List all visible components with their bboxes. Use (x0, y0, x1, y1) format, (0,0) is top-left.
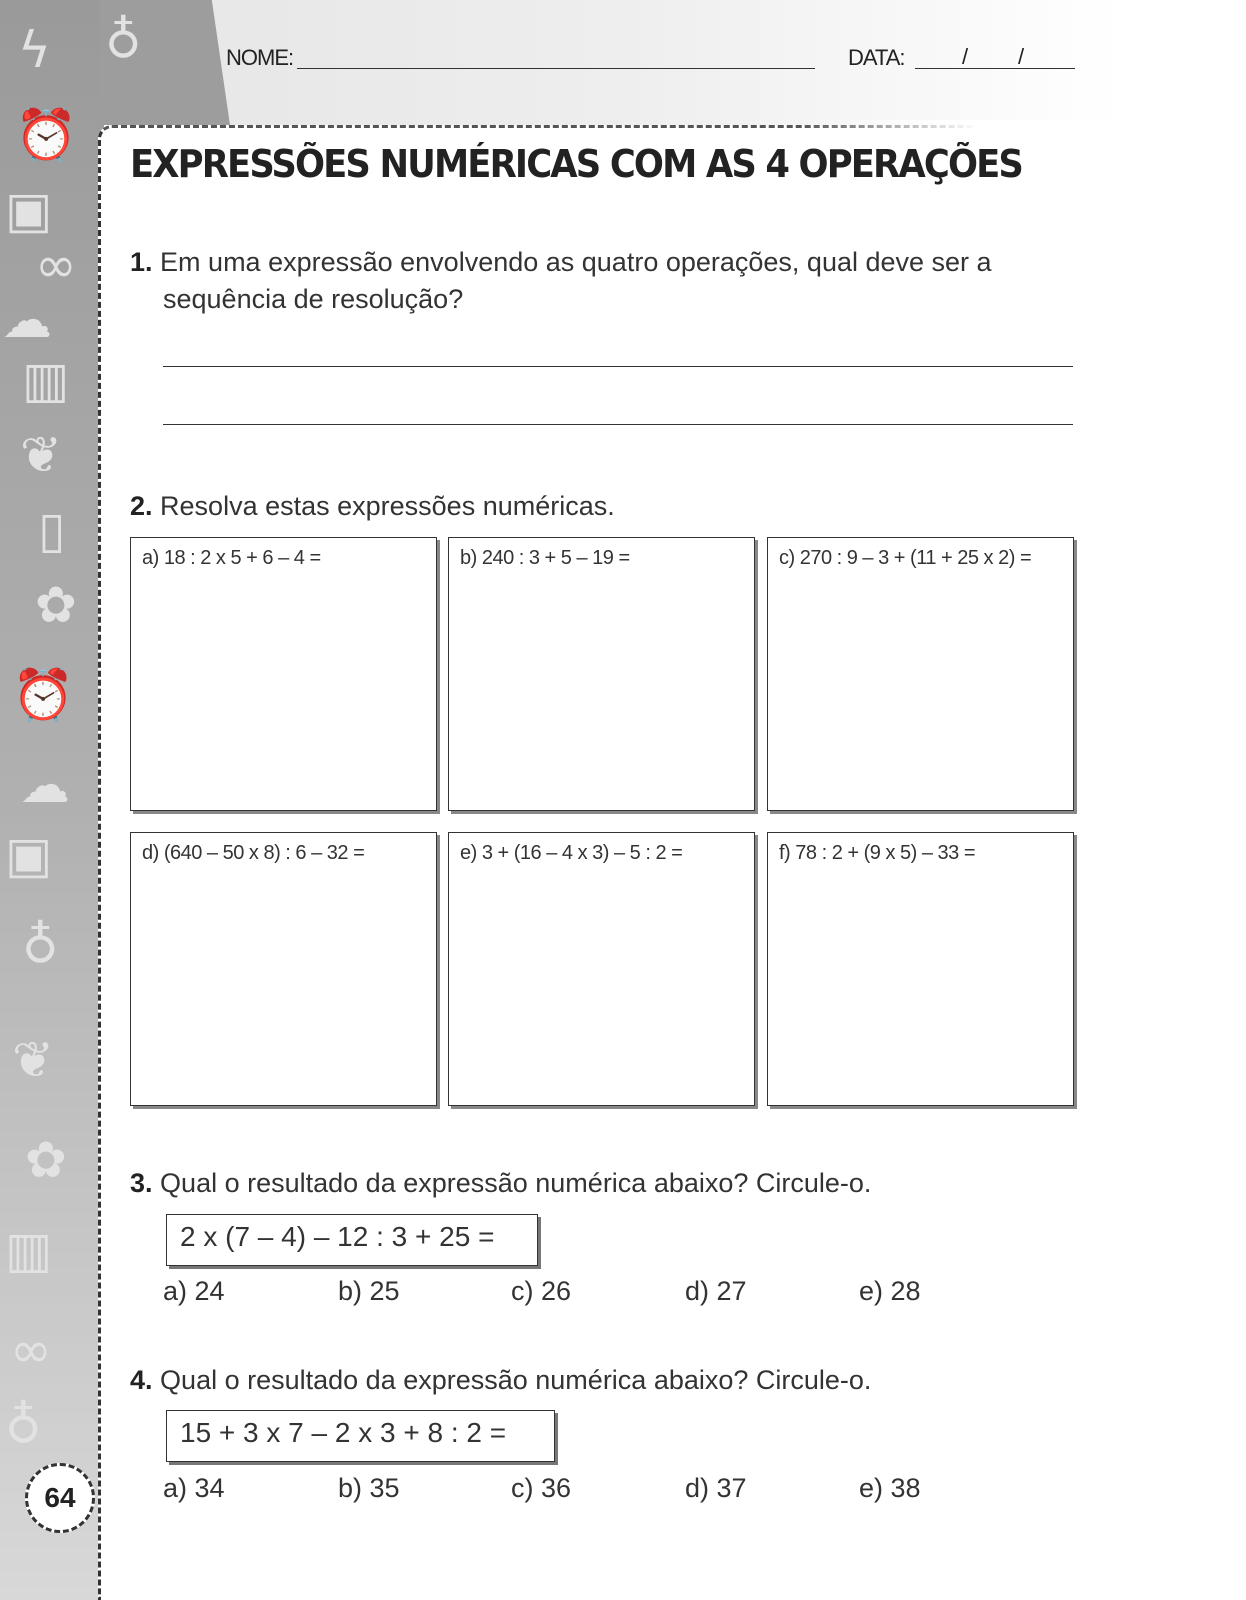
building-icon: ▥ (22, 351, 70, 409)
option-c[interactable]: c) 36 (511, 1473, 572, 1503)
option-d[interactable]: d) 37 (685, 1473, 747, 1503)
option-c[interactable]: c) 26 (511, 1276, 572, 1306)
cloud-icon: ☁ (2, 291, 52, 349)
option-e[interactable]: e) 28 (859, 1276, 921, 1306)
option-a[interactable]: a) 24 (163, 1276, 225, 1306)
work-box-c[interactable] (767, 537, 1074, 811)
fish-icon: ✿ (35, 576, 77, 634)
glasses-icon: ∞ (10, 1321, 52, 1379)
work-box-d[interactable] (130, 832, 437, 1106)
apple-icon: ♁ (5, 1396, 42, 1454)
cloud-icon: ☁ (20, 756, 70, 814)
question-3 (130, 1165, 871, 1202)
question-number: 2. (130, 491, 153, 521)
answer-line[interactable] (163, 366, 1073, 367)
question-1 (130, 244, 992, 281)
question-2 (130, 488, 615, 525)
question-number: 3. (130, 1168, 153, 1198)
option-b[interactable]: b) 35 (338, 1473, 400, 1503)
date-label: DATA: (848, 45, 905, 70)
work-box-e[interactable] (448, 832, 755, 1106)
car-icon: ▣ (5, 181, 53, 239)
glasses-icon: ∞ (35, 236, 77, 294)
expression-label: f) 78 : 2 + (9 x 5) – 33 = (779, 842, 976, 864)
car-icon: ▣ (5, 826, 53, 884)
expression-label: e) 3 + (16 – 4 x 3) – 5 : 2 = (460, 842, 683, 864)
expression-label: b) 240 : 3 + 5 – 19 = (460, 547, 630, 569)
option-b[interactable]: b) 25 (338, 1276, 400, 1306)
work-box-a[interactable] (130, 537, 437, 811)
expression-label: d) (640 – 50 x 8) : 6 – 32 = (142, 842, 365, 864)
question-text-cont: sequência de resolução? (163, 284, 464, 314)
date-separator: / (1018, 44, 1024, 69)
date-field[interactable] (915, 68, 1075, 69)
question-text: Resolva estas expressões numéricas. (160, 491, 615, 521)
building-icon: ▥ (5, 1221, 53, 1279)
page-number: 64 (25, 1463, 95, 1533)
expression-box: 15 + 3 x 7 – 2 x 3 + 8 : 2 = (166, 1410, 555, 1462)
question-text: Qual o resultado da expressão numérica abaixo? Circule-o. (160, 1168, 872, 1198)
work-box-f[interactable] (767, 832, 1074, 1106)
option-d[interactable]: d) 27 (685, 1276, 747, 1306)
date-separator: / (962, 44, 968, 69)
question-number: 1. (130, 247, 153, 277)
question-text: Em uma expressão envolvendo as quatro operações, qual deve ser a (160, 247, 992, 277)
name-label: NOME: (226, 45, 294, 70)
alarm-clock-icon: ⏰ (15, 106, 78, 164)
option-e[interactable]: e) 38 (859, 1473, 921, 1503)
leaf-icon: ❦ (12, 1031, 54, 1089)
fish-icon: ✿ (25, 1131, 67, 1189)
book-icon: ▯ (38, 501, 66, 559)
option-a[interactable]: a) 34 (163, 1473, 225, 1503)
border-fade (800, 120, 1246, 132)
expression-label: a) 18 : 2 x 5 + 6 – 4 = (142, 547, 321, 569)
question-text: Qual o resultado da expressão numérica abaixo? Circule-o. (160, 1365, 872, 1395)
expression-box: 2 x (7 – 4) – 12 : 3 + 25 = (166, 1214, 538, 1266)
apple-icon: ♁ (22, 916, 59, 974)
name-field[interactable] (297, 68, 815, 69)
page-title: EXPRESSÕES NUMÉRICAS COM AS 4 OPERAÇÕES (130, 142, 1023, 186)
expression-label: c) 270 : 9 – 3 + (11 + 25 x 2) = (779, 547, 1032, 569)
question-number: 4. (130, 1365, 153, 1395)
answer-line[interactable] (163, 424, 1073, 425)
work-box-b[interactable] (448, 537, 755, 811)
lightning-icon: ϟ (18, 21, 51, 79)
alarm-clock-icon: ⏰ (12, 666, 75, 724)
leaf-icon: ❦ (20, 426, 62, 484)
apple-icon: ♁ (105, 11, 142, 69)
question-4 (130, 1362, 871, 1399)
